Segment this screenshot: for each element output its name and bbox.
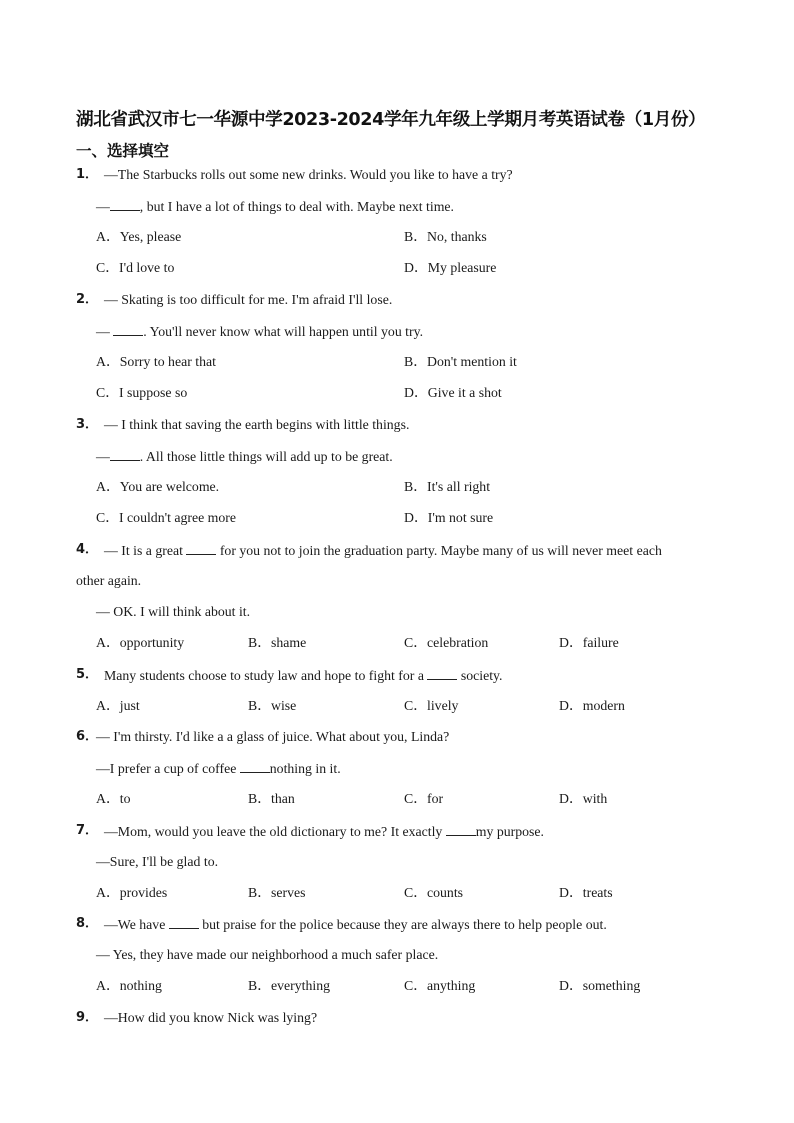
question-number: 8． <box>76 916 99 931</box>
question-stem: — Skating is too difficult for me. I'm afraid I'll lose. <box>104 292 393 307</box>
option-b[interactable]: B．Don't mention it <box>404 354 517 369</box>
option-d[interactable]: D．My pleasure <box>404 260 497 275</box>
question-stem-line <box>76 665 736 696</box>
question-stem: —Mom, would you leave the old dictionary to me? It exactly my purpose. <box>104 821 544 842</box>
options-row <box>76 883 736 914</box>
answer-blank[interactable] <box>110 196 140 211</box>
question-7 <box>76 821 736 914</box>
question-stem-line <box>76 821 736 852</box>
answer-blank[interactable] <box>113 321 143 336</box>
options-row <box>76 477 736 508</box>
question-stem-line <box>76 1008 736 1039</box>
option-d[interactable]: D．with <box>559 791 608 806</box>
question-number: 2． <box>76 292 99 307</box>
question-stem: — I'm thirsty. I'd like a a glass of juice. What about you, Linda? <box>96 729 450 744</box>
option-b[interactable]: B．It's all right <box>404 479 491 494</box>
reply-text: —I prefer a cup of coffee nothing in it. <box>96 758 341 779</box>
option-d[interactable]: D．I'm not sure <box>404 510 494 525</box>
reply-line <box>76 852 736 883</box>
question-stem-line <box>76 165 736 196</box>
question-3 <box>76 415 736 539</box>
option-c[interactable]: C．celebration <box>404 635 489 650</box>
option-c[interactable]: C．counts <box>404 885 464 900</box>
option-b[interactable]: B．than <box>248 791 295 806</box>
option-c[interactable]: C．lively <box>404 698 459 713</box>
question-6 <box>76 727 736 820</box>
option-d[interactable]: D．something <box>559 978 641 993</box>
question-stem-line <box>76 290 736 321</box>
question-number: 9． <box>76 1010 99 1025</box>
reply-line <box>76 321 736 352</box>
reply-text: —Sure, I'll be glad to. <box>96 854 219 869</box>
section-heading: 一、选择填空 <box>76 142 170 160</box>
option-a[interactable]: A．Yes, please <box>96 229 182 244</box>
option-d[interactable]: D．Give it a shot <box>404 385 502 400</box>
options-row <box>76 633 736 664</box>
options-row <box>76 976 736 1007</box>
page-title: 湖北省武汉市七一华源中学2023-2024学年九年级上学期月考英语试卷（1月份） <box>76 110 706 130</box>
reply-line <box>76 196 736 227</box>
option-d[interactable]: D．failure <box>559 635 619 650</box>
reply-text: — Yes, they have made our neighborhood a much safer place. <box>96 947 439 962</box>
reply-line <box>76 758 736 789</box>
options-row <box>76 789 736 820</box>
question-stem-wrap <box>76 571 736 602</box>
options-row <box>76 383 736 414</box>
options-row <box>76 258 736 289</box>
option-a[interactable]: A．to <box>96 791 131 806</box>
reply-line <box>76 602 736 633</box>
question-8 <box>76 914 736 1007</box>
option-c[interactable]: C．anything <box>404 978 476 993</box>
question-9 <box>76 1008 736 1039</box>
option-b[interactable]: B．shame <box>248 635 307 650</box>
question-4 <box>76 540 736 664</box>
options-row <box>76 696 736 727</box>
question-stem-line <box>76 727 736 758</box>
question-2 <box>76 290 736 414</box>
question-stem-line <box>76 540 736 571</box>
reply-text: — . All those little things will add up to be great. <box>96 446 393 467</box>
option-a[interactable]: A．just <box>96 698 140 713</box>
answer-blank[interactable] <box>446 821 476 836</box>
options-row <box>76 352 736 383</box>
question-number: 6． <box>76 729 99 744</box>
question-stem: — It is a great for you not to join the graduation party. Maybe many of us will never meet each <box>104 540 662 561</box>
option-c[interactable]: C．I couldn't agree more <box>96 510 237 525</box>
question-number: 7． <box>76 823 99 838</box>
answer-blank[interactable] <box>110 446 140 461</box>
question-stem: —The Starbucks rolls out some new drinks. Would you like to have a try? <box>104 167 513 182</box>
answer-blank[interactable] <box>427 665 457 680</box>
option-a[interactable]: A．Sorry to hear that <box>96 354 216 369</box>
question-number: 5． <box>76 667 99 682</box>
question-stem-continued: other again. <box>76 573 142 588</box>
options-row <box>76 227 736 258</box>
option-b[interactable]: B．everything <box>248 978 330 993</box>
options-row <box>76 508 736 539</box>
question-number: 3． <box>76 417 99 432</box>
reply-line <box>76 945 736 976</box>
option-a[interactable]: A．provides <box>96 885 168 900</box>
question-5 <box>76 665 736 727</box>
option-d[interactable]: D．treats <box>559 885 613 900</box>
answer-blank[interactable] <box>240 758 270 773</box>
option-b[interactable]: B．wise <box>248 698 297 713</box>
option-c[interactable]: C．for <box>404 791 444 806</box>
question-stem: — I think that saving the earth begins with little things. <box>104 417 410 432</box>
reply-text: — OK. I will think about it. <box>96 604 251 619</box>
option-a[interactable]: A．nothing <box>96 978 162 993</box>
question-number: 1． <box>76 167 99 182</box>
question-stem: —How did you know Nick was lying? <box>104 1010 318 1025</box>
question-number: 4． <box>76 542 99 557</box>
option-d[interactable]: D．modern <box>559 698 625 713</box>
question-1 <box>76 165 736 289</box>
option-b[interactable]: B．serves <box>248 885 306 900</box>
option-a[interactable]: A．You are welcome. <box>96 479 220 494</box>
question-stem-line <box>76 914 736 945</box>
reply-text: — . You'll never know what will happen until you try. <box>96 321 423 342</box>
answer-blank[interactable] <box>186 540 216 555</box>
option-c[interactable]: C．I'd love to <box>96 260 175 275</box>
reply-text: — , but I have a lot of things to deal with. Maybe next time. <box>96 196 454 217</box>
option-a[interactable]: A．opportunity <box>96 635 185 650</box>
reply-line <box>76 446 736 477</box>
question-stem: —We have but praise for the police because they are always there to help people out. <box>104 914 607 935</box>
answer-blank[interactable] <box>169 914 199 929</box>
option-b[interactable]: B．No, thanks <box>404 229 487 244</box>
option-c[interactable]: C．I suppose so <box>96 385 188 400</box>
question-stem: Many students choose to study law and hope to fight for a society. <box>104 665 503 686</box>
question-stem-line <box>76 415 736 446</box>
